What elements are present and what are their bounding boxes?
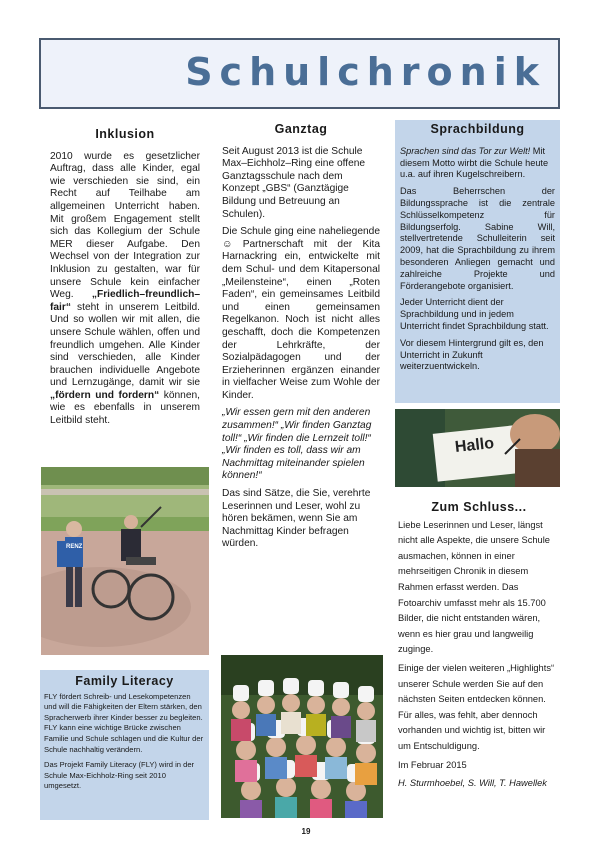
family-literacy-p1: FLY fördert Schreib- und Lesekompetenzen und will die Fähigkeiten der Eltern stärken, den Spracherwerb ihrer Kinder besser zu begleiten. FLY kann eine wichtige Brücke zwischen Familie und Schule schlagen und die Kultur der Schule nachhaltig verändern. [44, 691, 204, 754]
zum-schluss-p1: Liebe Leserinnen und Leser, längst nicht alle Aspekte, die unsere Schule ausmachen, können in einer mehrseitigen Chronik in diesem Rahmen erfasst werden. Das Fotoarchiv umfasst mehr als 15.700 Bilder, die nicht entstanden wären, wenn es hier grau und langweilig zuginge. [398, 519, 550, 655]
sprachbildung-p3: Jeder Unterricht dient der Sprachbildung und in jedem Unterricht findet Sprachbildung statt. [400, 297, 549, 331]
photo-drawing [395, 409, 560, 487]
ganztag-p3: Das sind Sätze, die Sie, verehrte Leserinnen und Leser, wohl zu hören bekämen, wenn Sie am Nachmittag Kinder befragen würden. [222, 488, 371, 550]
drawing-text: Hallo [454, 435, 495, 457]
ganztag-p1: Seit August 2013 ist die Schule Max–Eichholz–Ring eine offene Ganztagsschule nach dem Konzept „GBS“ (Ganztägige Bildung und Betreuung an Schulen). [222, 145, 366, 220]
sprachbildung-p1 [400, 146, 555, 181]
photo-chef-hats [221, 655, 383, 818]
wheelchair-scene-icon [41, 467, 209, 655]
inklusion-motto: „Friedlich–freundlich–fair“ [50, 289, 200, 313]
sprachbildung-heading: Sprachbildung [430, 122, 525, 136]
inklusion-p1-end: steht in unserem Leitbild. Und so wollen wir mit allen, die unsere Schule wählen, offen und freundlich umgehen. Alle Kinder sind verschieden, alle Kinder brauchen individuelle Angebote und Lernzugänge, damit wir sie [50, 301, 200, 389]
inklusion-text [50, 151, 200, 428]
sprachbildung-p1-text: Mit diesem Motto wirbt die Schule heute u.a. auf ihren Kugelschreibern. [400, 145, 549, 180]
photo-wheelchair [41, 467, 209, 655]
inklusion-p1-end2: können, wie es ebenfalls in unserem Leitbild steht. [50, 389, 200, 427]
sprachbildung-box [395, 120, 560, 403]
inklusion-section [50, 128, 200, 433]
inklusion-motto-2: „fördern und fordern“ [50, 389, 160, 401]
page-number: 19 [301, 827, 311, 836]
zum-schluss-p2: Einige der vielen weiteren „Highlights“ unserer Schule werden Sie auf den nächsten Seiten entdecken können. Für alles, was fehlt, aber dennoch vorhanden und wichtig ist, bitten wir um Entschuldigung. [398, 662, 555, 751]
zum-schluss-heading: Zum Schluss... [431, 500, 527, 514]
ganztag-section [222, 123, 380, 556]
family-literacy-heading: Family Literacy [75, 674, 174, 688]
title-banner [39, 38, 560, 109]
sprachbildung-p4: Vor diesem Hintergrund gilt es, den Unterricht in Zukunft weiterzuentwickeln. [400, 337, 544, 372]
zum-schluss-date: Im Februar 2015 [398, 759, 467, 770]
page-title: Schulchronik [185, 50, 546, 94]
shirt-print: RENZ [66, 544, 83, 550]
inklusion-p1: 2010 wurde es gesetzlicher Auftrag, dass alle Kinder, egal wie verschieden sie sind, ein Recht auf Teilhabe am allgemeinen Unterricht haben. Mit großem Engagement stellt sich das Kollegium der Schule MER dieser Aufgabe. Den Wechsel von der Integration zur Inklusion zu gestalten, war für unsere Schule kein einfacher Weg. [50, 150, 200, 301]
zum-schluss-section [398, 500, 560, 797]
ganztag-p2: Die Schule ging eine naheliegende ☺ Partnerschaft mit der Kita Harnackring ein, entwickelte mit dem Schul- und dem Kitapersonal „Meilensteine“, einen „Roten Faden“, ein gemeinsames Leitbild und einen gemeinsamen Regelkanon. Noch ist nicht alles geschafft, doch die Kompetenzen der Lehrkräfte, der Sozialpädagogen und der Erzieherinnen ergänzen einander in vielfacher Weise zum Wohle der Kinder. [222, 226, 380, 401]
family-literacy-box [40, 670, 209, 820]
family-literacy-p2: Das Projekt Family Literacy (FLY) wird in der Schule Max-Eichholz-Ring seit 2010 umgesetzt. [44, 760, 195, 791]
inklusion-heading: Inklusion [95, 127, 155, 141]
zum-schluss-authors: H. Sturmhoebel, S. Will, T. Hawellek [398, 778, 547, 789]
ganztag-quote: „Wir essen gern mit den anderen zusammen!“ „Wir finden Ganztag toll!“ „Wir finden die Lernzeit toll!“ „Wir finden es toll, dass wir am Nachmittag miteinander spielen können!“ [222, 407, 372, 482]
sprachbildung-motto: Sprachen sind das Tor zur Welt! [400, 145, 531, 156]
sprachbildung-p2: Das Beherrschen der Bildungssprache ist die zentrale Schlüsselkompetenz für Bildungserfolg. Sabine Will, stellvertretende Schulleiterin seit 2009, hat die Sprachbildung zu ihrem besonderen Anliegen gemacht und zahlreiche Projekte und Förderangebote organisiert. [400, 186, 555, 291]
ganztag-heading: Ganztag [274, 122, 328, 136]
children-group-icon [221, 655, 383, 818]
